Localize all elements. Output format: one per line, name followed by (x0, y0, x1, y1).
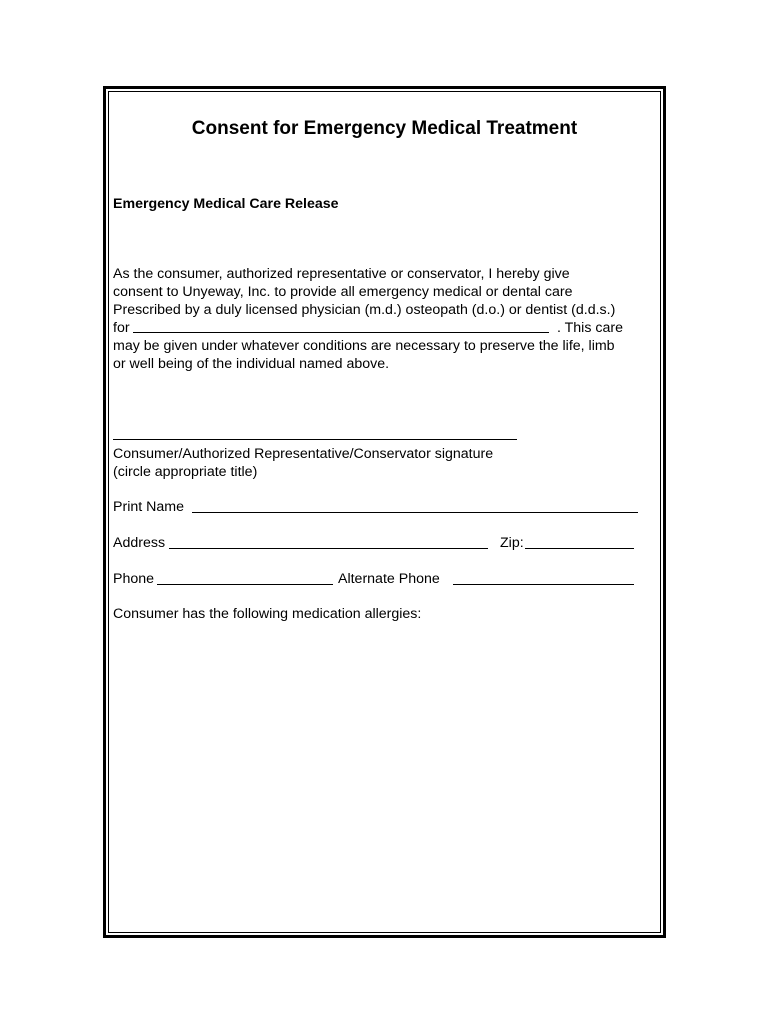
consent-paragraph-line-4-prefix: for (113, 320, 130, 336)
consent-paragraph-line-4-suffix: . This care (557, 320, 623, 336)
alternate-phone-field[interactable] (453, 584, 634, 585)
section-heading: Emergency Medical Care Release (113, 196, 339, 212)
zip-label: Zip: (500, 535, 524, 551)
phone-label: Phone (113, 571, 155, 587)
address-label: Address (113, 535, 166, 551)
print-name-label: Print Name (113, 499, 184, 515)
individual-name-blank[interactable] (133, 332, 549, 333)
consent-paragraph-line-3: Prescribed by a duly licensed physician (m.d.) osteopath (d.o.) or dentist (d.d.s.) (113, 302, 616, 318)
signature-note: (circle appropriate title) (113, 464, 258, 480)
print-name-field[interactable] (192, 512, 638, 513)
allergies-label: Consumer has the following medication allergies: (113, 606, 422, 622)
alternate-phone-label: Alternate Phone (338, 571, 440, 587)
zip-field[interactable] (525, 548, 634, 549)
signature-label: Consumer/Authorized Representative/Conservator signature (113, 446, 494, 462)
phone-field[interactable] (157, 584, 333, 585)
page-title: Consent for Emergency Medical Treatment (191, 118, 578, 139)
consent-paragraph-line-6: or well being of the individual named above. (113, 356, 390, 372)
signature-line[interactable] (113, 439, 517, 440)
consent-paragraph-line-2: consent to Unyeway, Inc. to provide all emergency medical or dental care (113, 284, 573, 300)
address-field[interactable] (169, 548, 488, 549)
consent-paragraph-line-5: may be given under whatever conditions are necessary to preserve the life, limb (113, 338, 615, 354)
consent-paragraph-line-1: As the consumer, authorized representative or conservator, I hereby give (113, 266, 570, 282)
